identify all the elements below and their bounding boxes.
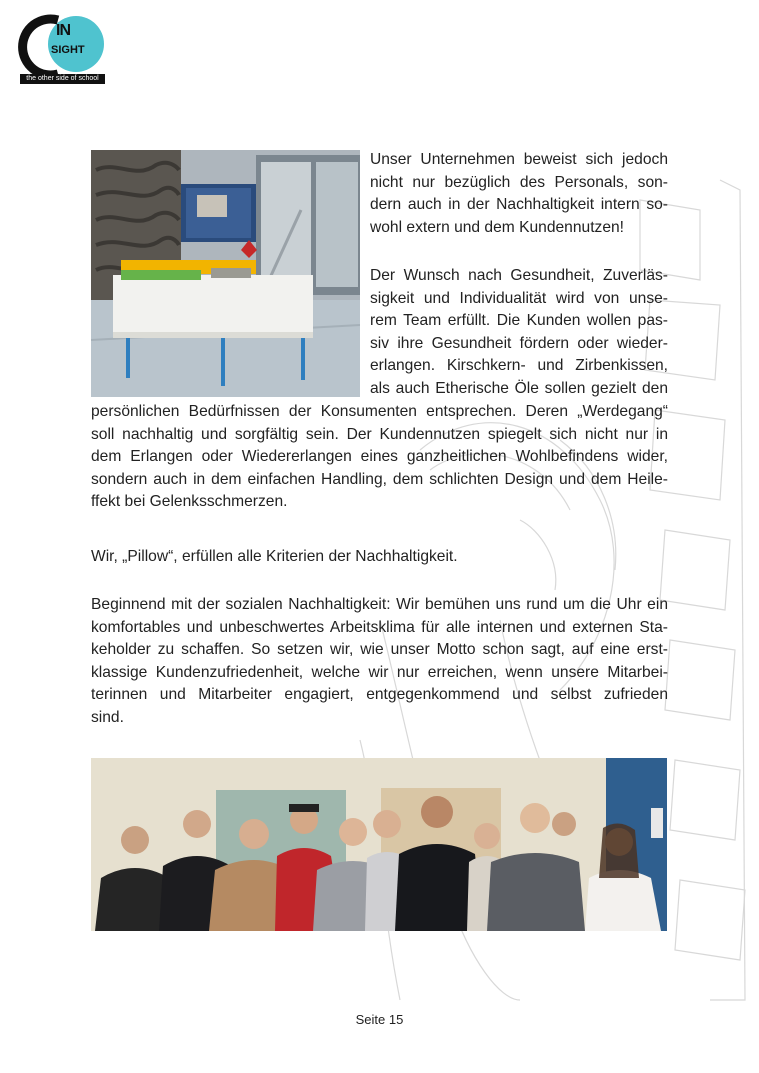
text-line: rem Team erfüllt. Die Kunden wollen pas- <box>370 312 668 330</box>
page-number: Seite 15 <box>355 1012 404 1027</box>
paragraph-intro <box>370 149 668 239</box>
text-line: soll nachhaltig und sorgfältig sein. Der Kundennutzen spiegelt sich nicht nur in <box>91 425 668 443</box>
logo-word-in: IN <box>56 22 70 39</box>
text-line: siv ihre Gesundheit fördern oder wieder- <box>370 334 668 352</box>
photo-product-display <box>91 150 360 397</box>
text-line: nicht nur bezüglich des Personals, son- <box>370 173 668 191</box>
text-line: dern auch in der Nachhaltigkeit intern so- <box>370 196 668 214</box>
paragraph-sustainability-claim <box>91 546 668 569</box>
text-line: terinnen und Mitarbeiter engagiert, entgegenkommend und selbst zufrieden <box>91 686 668 704</box>
logo-word-sight: SIGHT <box>51 44 85 56</box>
text-line: Wir, „Pillow“, erfüllen alle Kriterien der Nachhaltigkeit. <box>91 548 458 565</box>
text-line: Der Wunsch nach Gesundheit, Zuverläs- <box>370 267 668 284</box>
text-line: keholder zu schaffen. So setzen wir, wie unser Motto schon sagt, auf eine erst- <box>91 641 668 659</box>
paragraph-customer-benefit <box>370 265 668 401</box>
text-line: sigkeit und Individualität wird von unse- <box>370 289 668 307</box>
text-line: dem Erlangen oder Wiedererlangen eines ganzheitlichen Wohlbefindens wider, <box>91 448 668 466</box>
text-line: ffekt bei Gelenksschmerzen. <box>91 493 288 511</box>
paragraph-customer-benefit-continued <box>91 401 668 514</box>
paragraph-social-sustainability <box>91 594 668 730</box>
photo-team-group <box>91 758 667 931</box>
text-line: sondern auch in dem einfachen Handling, dem schlichten Design und dem Heile- <box>91 470 668 488</box>
text-line: komfortables und unbeschwertes Arbeitsklima für alle internen und externen Sta- <box>91 618 668 636</box>
logo-tagline: the other side of school <box>20 74 105 84</box>
text-line: klassige Kundenzufriedenheit, welche wir nur erreichen, wenn unsere Mitarbei- <box>91 663 668 681</box>
text-line: Beginnend mit der sozialen Nachhaltigkeit: Wir bemühen uns rund um die Uhr ein <box>91 596 668 613</box>
text-line: sind. <box>91 708 124 726</box>
text-line: Unser Unternehmen beweist sich jedoch <box>370 151 668 168</box>
text-line: persönlichen Bedürfnissen der Konsumenten entsprechen. Deren „Werdegang“ <box>91 403 668 420</box>
text-line: als auch Etherische Öle sollen gezielt den <box>370 379 668 397</box>
text-line: wohl extern und dem Kundennutzen! <box>370 218 625 236</box>
text-line: erlangen. Kirschkern- und Zirbenkissen, <box>370 357 668 375</box>
